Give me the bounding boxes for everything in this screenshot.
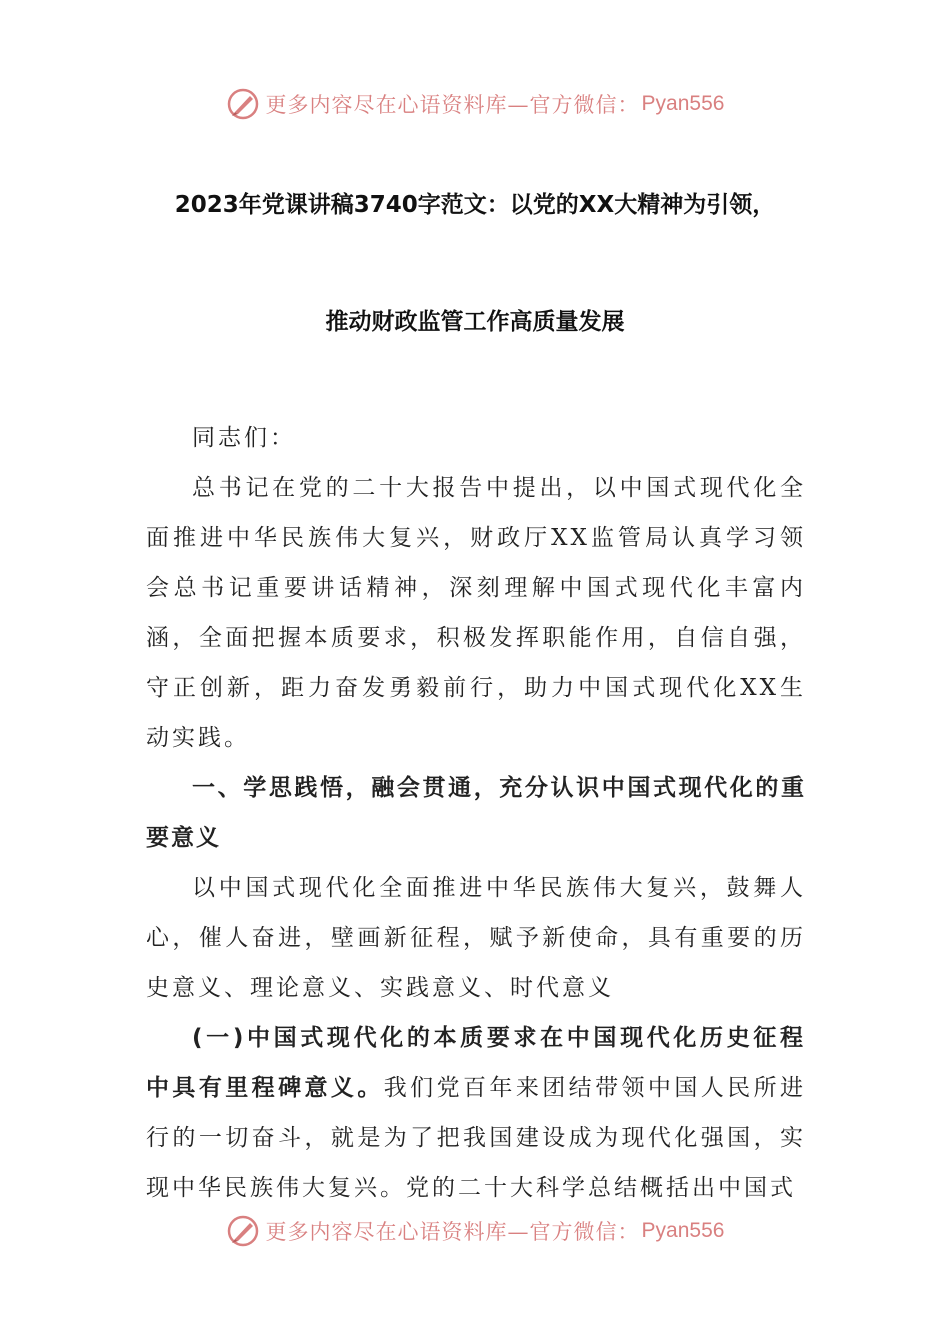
footer-banner (0, 1211, 950, 1251)
banner-wechat-id: Pyan556 (641, 1219, 725, 1242)
banner-wechat-id: Pyan556 (641, 92, 725, 115)
intro-paragraph: 总书记在党的二十大报告中提出，以中国式现代化全面推进中华民族伟大复兴，财政厅XX监管局认真学习领会总书记重要讲话精神，深刻理解中国式现代化丰富内涵，全面把握本质要求，积极发挥职能作用，自信自强，守正创新，距力奋发勇毅前行，助力中国式现代化XX生动实践。 (146, 475, 806, 751)
banner-text: 更多内容尽在心语资料库—官方微信： (265, 93, 640, 117)
section-1-heading: 一、学思践悟，融会贯通，充分认识中国式现代化的重要意义 (146, 775, 806, 851)
subsection-1-text: 我们党百年来团结带领中国人民所进行的一切奋斗，就是为了把我国建设成为现代化强国，实现中华民族伟大复兴。党的二十大科学总结概括出中国式 (146, 1075, 807, 1201)
document-title-line-2: 推动财政监管工作高质量发展 (325, 309, 625, 335)
subsection-1-paragraph (146, 1013, 806, 1213)
section-1-paragraph: 以中国式现代化全面推进中华民族伟大复兴，鼓舞人心，催人奋进，壁画新征程，赋予新使命，具有重要的历史意义、理论意义、实践意义、时代意义 (146, 875, 806, 1001)
banner-text: 更多内容尽在心语资料库—官方微信： (265, 1220, 640, 1244)
document-title-line-1: 2023年党课讲稿3740字范文：以党的XX大精神为引领， (174, 192, 776, 218)
pen-logo-icon (226, 1214, 260, 1248)
salutation: 同志们： (192, 425, 296, 451)
document-body (146, 413, 806, 1213)
pen-logo-icon (226, 87, 260, 121)
subsection-1-heading: (一)中国式现代化的本质要求在中国现代化历史征程中具有里程碑意义。 (146, 1025, 806, 1101)
header-banner (0, 84, 950, 124)
